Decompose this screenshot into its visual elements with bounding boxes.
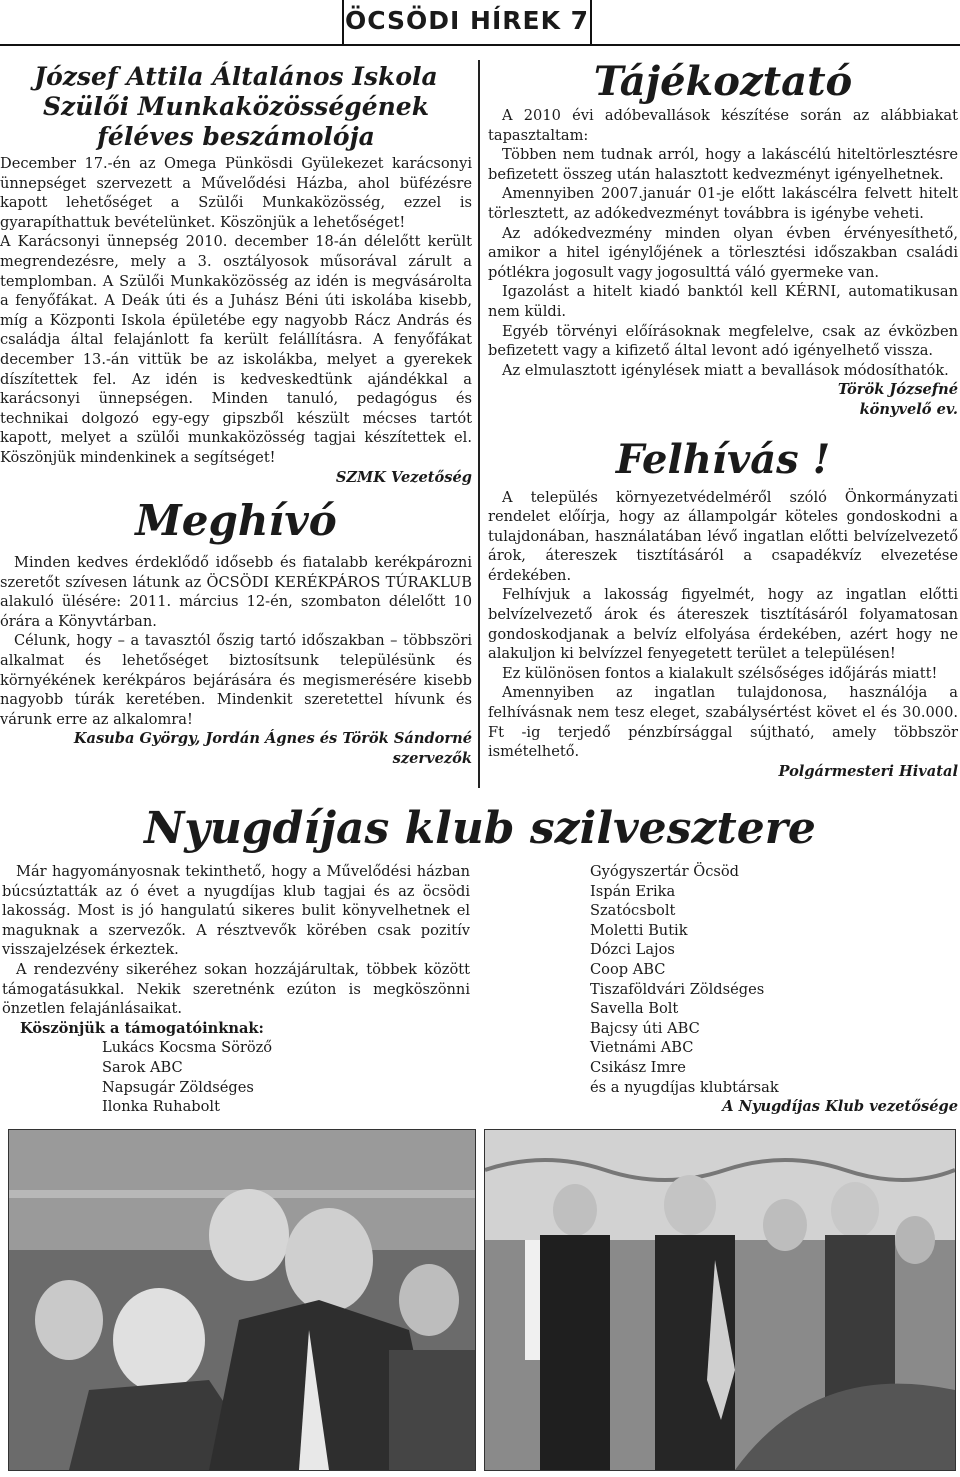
info-title: Tájékoztató — [593, 58, 853, 105]
list-item: Szatócsbolt — [590, 902, 676, 920]
list-item: és a nyugdíjas klubtársak — [590, 1078, 779, 1096]
thanks-label: Köszönjük a támogatóinknak: — [20, 1019, 264, 1037]
signature: Török Józsefné — [837, 381, 958, 399]
paragraph: Többen nem tudnak arról, hogy a lakáscélú hiteltörlesztésre befizetett összeg után halasztott kedvezményt igényelhetnek. — [488, 146, 958, 183]
paragraph: Igazolást a hitelt kiadó banktól kell KÉRNI, automatikusan nem küldi. — [488, 283, 958, 320]
list-item: Napsugár Zöldséges — [102, 1078, 254, 1096]
paragraph: Minden kedves érdeklődő idősebb és fiatalabb kerékpározni szeretőt szívesen látunk az ÖCSÖDI KERÉKPÁROS TÚRAKLUB alakuló ülésére: 2011. március 12-én, szombaton délelőtt 10 órára a Könyvtárban. — [0, 554, 472, 630]
column-divider — [478, 60, 480, 788]
left-article — [0, 62, 472, 769]
club-article — [2, 862, 470, 1117]
list-item: Ispán Erika — [590, 882, 676, 900]
title-line-3: féléves beszámolója — [97, 122, 375, 151]
call-title: Felhívás ! — [615, 435, 831, 483]
photo-illustration — [9, 1130, 475, 1470]
article-title — [0, 62, 472, 152]
list-item: Moletti Butik — [590, 921, 688, 939]
list-item: Lukács Kocsma Söröző — [102, 1039, 273, 1057]
paragraph: December 17.-én az Omega Pünkösdi Gyülekezet karácsonyi ünnepséget szervezett a Művelődési Házba, ahol büfézésre kapott lehetőséget a Szülői Munkaközösség, ezzel is gyarapíthattuk bevételünket. Köszönjük a lehetőséget! — [0, 155, 472, 231]
list-item: Tiszaföldvári Zöldséges — [590, 980, 765, 998]
paragraph: A 2010 évi adóbevallások készítése során az alábbiakat tapasztaltam: — [488, 107, 958, 144]
list-item: Sarok ABC — [102, 1058, 183, 1076]
paragraph: Amennyiben az ingatlan tulajdonosa, használója a felhívásnak nem tesz eleget, szabálysértést követ el és 30.000. Ft -ig terjedő pénzbírsággal sújtható, amely többször ismételhető. — [488, 684, 958, 761]
list-item: Dózci Lajos — [590, 941, 675, 959]
signature: A Nyugdíjas Klub vezetősége — [722, 1098, 958, 1116]
title-line-2: Szülői Munkaközösségének — [42, 92, 430, 121]
signature: SZMK Vezetőség — [335, 468, 472, 486]
paragraph: Amennyiben 2007.január 01-je előtt lakáscélra felvett hitelt törlesztett, az adókedvezményt továbbra is igénybe veheti. — [488, 185, 958, 222]
paragraph: Már hagyományosnak tekinthető, hogy a Művelődési házban búcsúztatták az ó évet a nyugdíjas klub tagjai és az öcsödi lakosság. Most is jó hangulatú sikeres bulit könyvelhetnek el maguknak a szervezők. A résztvevők körében csak pozitív visszajelzések érkeztek. — [2, 863, 470, 959]
signature: könyvelő ev. — [859, 400, 958, 418]
paragraph: Ez különösen fontos a kialakult szélsőséges időjárás miatt! — [502, 664, 938, 682]
paragraph: Az adókedvezmény minden olyan évben érvényesíthető, amikor a hitel igénylőjének a törlesztési időszakban családi pótlékra jogosult vagy jogosulttá váló gyermeke van. — [488, 224, 958, 281]
list-item: Coop ABC — [590, 960, 666, 978]
paragraph: A Karácsonyi ünnepség 2010. december 18-án délelőtt került megrendezésre, mely a 3. osztályosok műsorával zárult a templomban. A Szülői Munkaközösség az idén is megvásárolta a fenyőfákat. A Deák úti és a Juhász Béni úti iskolába kisebb, míg a Központi Iskola épületébe egy nagyobb Rácz András és családja által felajánlott fa került felállításra. A fenyőfákat december 13.-án vittük be az iskolákba, melyet a gyerekek díszítettek fel. Az idén is kedveskedtünk ajándékkal a karácsonyi ünnepségen. Minden tanuló, pedagógus és technikai dolgozó egy-egy gipszből készült mécses tartót kapott, melyet a szülői munkaközösség tagjai készítettek el. Köszönjük mindenkinek a segítséget! — [0, 233, 472, 466]
list-item: Csikász Imre — [590, 1058, 686, 1076]
sponsor-list-right — [590, 862, 958, 1117]
list-item: Vietnámi ABC — [590, 1039, 694, 1057]
paragraph: Célunk, hogy – a tavasztól őszig tartó időszakban – többszöri alkalmat és lehetőséget biztosítsunk településünk és környékének kerékpáros bejárására és megismerésére kisebb nagyobb túrák keretében. Mindenkit szeretettel hívunk és várunk erre az alkalomra! — [0, 632, 472, 728]
party-photo-right — [484, 1129, 956, 1471]
paragraph: A rendezvény sikeréhez sokan hozzájárultak, többek között támogatásukkal. Nekik szeretnénk ezúton is megköszönni önzetlen felajánlásaikat. — [2, 960, 470, 1018]
paragraph: Az elmulasztott igénylések miatt a bevallások módosíthatók. — [502, 361, 949, 379]
title-line-1: József Attila Általános Iskola — [34, 62, 438, 91]
paragraph: A település környezetvédelméről szóló Önkormányzati rendelet előírja, hogy az állampolgár köteles gondoskodni a tulajdonában, használatában lévő ingatlan előtti belvízelvezető árok, átereszek tisztításáról a csapadékvíz elvezetése érdekében. — [488, 488, 958, 584]
list-item: Ilonka Ruhabolt — [102, 1098, 220, 1116]
signature: Polgármesteri Hivatal — [778, 762, 958, 780]
list-item: Savella Bolt — [590, 1000, 679, 1018]
list-item: Bajcsy úti ABC — [590, 1019, 700, 1037]
party-photo-left — [8, 1129, 476, 1471]
list-item: Gyógyszertár Öcsöd — [590, 863, 740, 880]
invite-title: Meghívó — [135, 496, 337, 546]
sponsor-list-left — [2, 1038, 470, 1116]
paragraph: Felhívjuk a lakosság figyelmét, hogy az ingatlan előtti belvízelvezető árok és átereszek tisztításáról folyamatosan gondoskodjanak a belvíz elfolyása érdekében, azért hogy ne alakuljon ki belvízzel fenyegetett terület a településen! — [488, 586, 958, 663]
signature: Kasuba György, Jordán Ágnes és Török Sándorné — [73, 730, 472, 748]
signature: szervezők — [392, 750, 472, 768]
newspaper-header: ÖCSÖDI HÍREK 7 — [342, 0, 592, 46]
club-title: Nyugdíjas klub szilvesztere — [144, 803, 816, 854]
right-column — [488, 58, 958, 781]
photo-illustration — [485, 1130, 955, 1470]
paragraph: Egyéb törvényi előírásoknak megfelelve, csak az évközben befizetett vagy a kifizető által levont adó igényelhető vissza. — [488, 322, 958, 360]
